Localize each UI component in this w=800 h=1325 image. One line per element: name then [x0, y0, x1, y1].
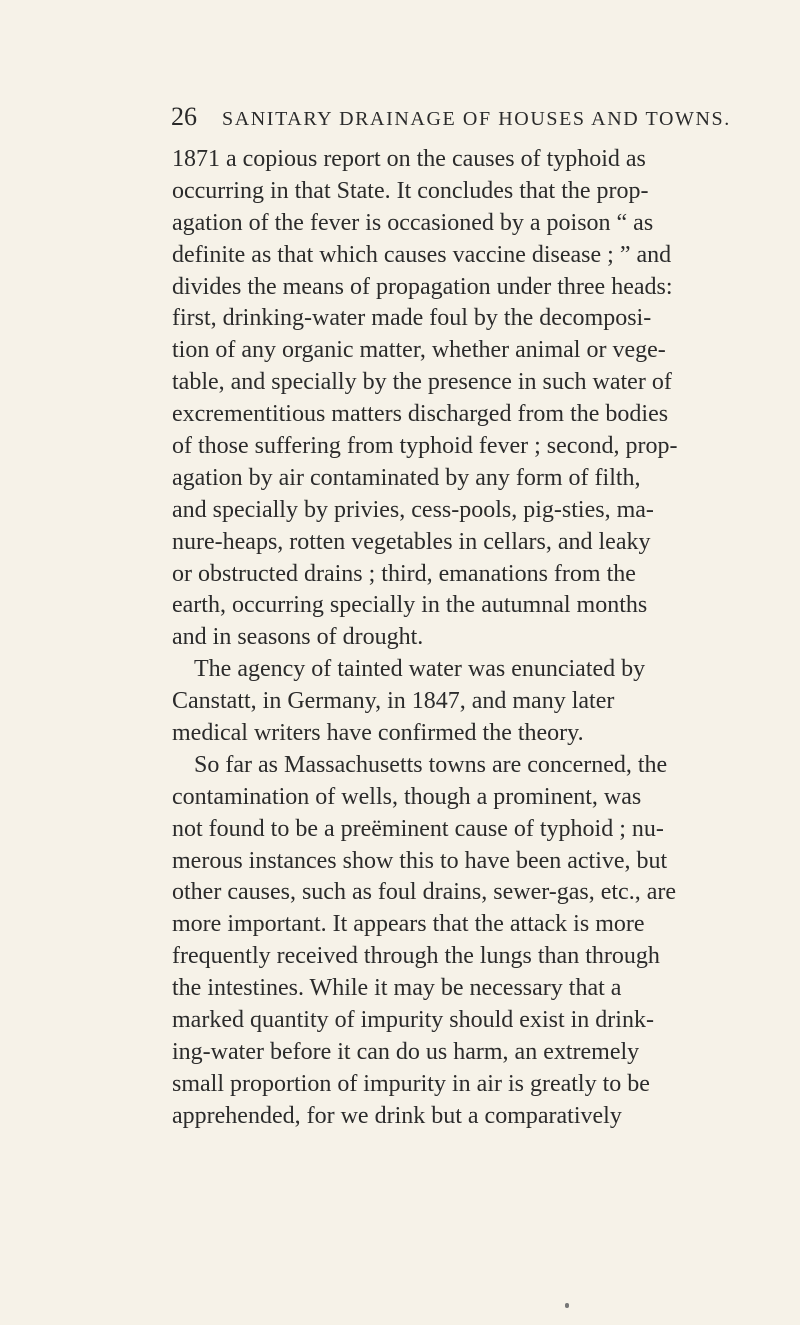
- page-number: 26: [171, 102, 197, 131]
- body-text: [172, 144, 782, 1133]
- text-line: definite as that which causes vaccine disease ; ” and: [172, 241, 672, 268]
- text-line: agation by air contaminated by any form of filth,: [172, 464, 641, 491]
- text-line: earth, occurring specially in the autumnal months: [172, 592, 648, 619]
- text-line: contamination of wells, though a prominent, was: [172, 783, 642, 810]
- text-line: the intestines. While it may be necessary that a: [172, 975, 622, 1002]
- text-line: marked quantity of impurity should exist in drink-: [172, 1007, 654, 1034]
- running-head: SANITARY DRAINAGE OF HOUSES AND TOWNS.: [222, 108, 731, 130]
- text-line: more important. It appears that the attack is more: [172, 911, 645, 938]
- text-line: apprehended, for we drink but a comparatively: [172, 1102, 622, 1129]
- paragraph-start-line: So far as Massachusetts towns are concerned, the: [194, 751, 668, 778]
- text-line: of those suffering from typhoid fever ; second, prop-: [172, 433, 678, 460]
- text-line: tion of any organic matter, whether animal or vege-: [172, 337, 666, 364]
- text-line: ing-water before it can do us harm, an extremely: [172, 1038, 640, 1065]
- text-line: other causes, such as foul drains, sewer-gas, etc., are: [172, 879, 676, 906]
- text-line: merous instances show this to have been active, but: [172, 847, 668, 874]
- text-line: first, drinking-water made foul by the decomposi-: [172, 305, 652, 332]
- text-line: nure-heaps, rotten vegetables in cellars, and leaky: [172, 528, 651, 555]
- text-line: medical writers have confirmed the theory.: [172, 720, 584, 747]
- text-line: and specially by privies, cess-pools, pig-sties, ma-: [172, 496, 654, 523]
- ink-speck: [565, 1303, 569, 1308]
- text-line: occurring in that State. It concludes that the prop-: [172, 177, 649, 204]
- page-header: [171, 98, 751, 136]
- text-line: excrementitious matters discharged from the bodies: [172, 401, 669, 428]
- text-line: or obstructed drains ; third, emanations from the: [172, 560, 636, 587]
- text-line: table, and specially by the presence in such water of: [172, 369, 672, 396]
- text-line: Canstatt, in Germany, in 1847, and many later: [172, 688, 615, 715]
- text-line: frequently received through the lungs than through: [172, 943, 660, 970]
- text-line: small proportion of impurity in air is greatly to be: [172, 1070, 650, 1097]
- paragraph-start-line: The agency of tainted water was enunciated by: [194, 656, 646, 683]
- text-line: divides the means of propagation under three heads:: [172, 273, 673, 300]
- text-line: 1871 a copious report on the causes of typhoid as: [172, 146, 646, 172]
- text-line: not found to be a preëminent cause of typhoid ; nu-: [172, 815, 664, 842]
- text-line: agation of the fever is occasioned by a poison “ as: [172, 209, 654, 236]
- text-line: and in seasons of drought.: [172, 624, 424, 651]
